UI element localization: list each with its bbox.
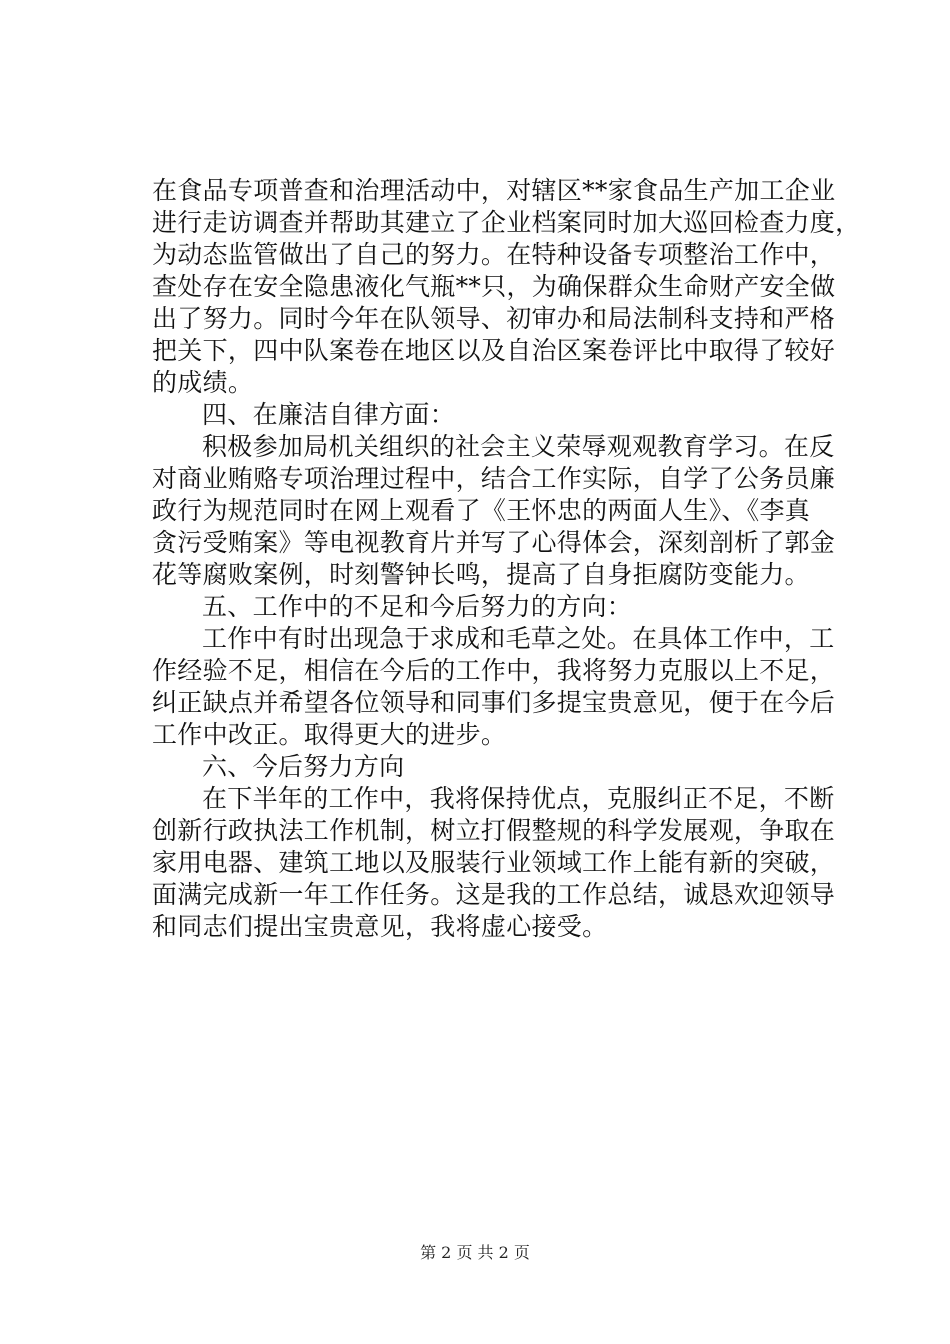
- text-line: 贪污受贿案》等电视教育片并写了心得体会，深刻剖析了郭金: [152, 528, 836, 557]
- text-line: 作经验不足，相信在今后的工作中，我将努力克服以上不足，: [152, 656, 836, 685]
- text-line: 对商业贿赂专项治理过程中，结合工作实际，自学了公务员廉: [152, 464, 836, 493]
- text-line: 把关下，四中队案卷在地区以及自治区案卷评比中取得了较好: [152, 336, 836, 365]
- text-line: 积极参加局机关组织的社会主义荣辱观观教育学习。在反: [202, 432, 835, 461]
- text-line: 为动态监管做出了自己的努力。在特种设备专项整治工作中，: [152, 240, 836, 269]
- text-line: 的成绩。: [152, 368, 254, 397]
- text-line: 创新行政执法工作机制，树立打假整规的科学发展观，争取在: [152, 816, 836, 845]
- text-line: 出了努力。同时今年在队领导、初审办和局法制科支持和严格: [152, 304, 836, 333]
- text-line: 纠正缺点并希望各位领导和同事们多提宝贵意见，便于在今后: [152, 688, 836, 717]
- section-heading-integrity: 四、在廉洁自律方面：: [202, 400, 456, 429]
- text-line: 家用电器、建筑工地以及服装行业领域工作上能有新的突破，: [152, 848, 836, 877]
- text-line: 花等腐败案例，时刻警钟长鸣，提高了自身拒腐防变能力。: [152, 560, 810, 589]
- text-line: 政行为规范同时在网上观看了《王怀忠的两面人生》、《李真: [152, 496, 811, 525]
- text-line: 工作中改正。取得更大的进步。: [152, 720, 507, 749]
- section-heading-shortcomings: 五、工作中的不足和今后努力的方向：: [202, 592, 633, 621]
- text-line: 在食品专项普查和治理活动中，对辖区**家食品生产加工企业: [152, 176, 836, 205]
- text-line: 工作中有时出现急于求成和毛草之处。在具体工作中，工: [202, 624, 835, 653]
- page-number-footer: 第 2 页 共 2 页: [420, 1243, 530, 1262]
- text-line: 和同志们提出宝贵意见，我将虚心接受。: [152, 912, 608, 941]
- text-line: 在下半年的工作中，我将保持优点，克服纠正不足，不断: [202, 784, 835, 813]
- section-heading-future-direction: 六、今后努力方向: [202, 752, 405, 781]
- text-line: 进行走访调查并帮助其建立了企业档案同时加大巡回检查力度，: [152, 208, 861, 237]
- text-line: 查处存在安全隐患液化气瓶**只，为确保群众生命财产安全做: [152, 272, 836, 301]
- text-line: 面满完成新一年工作任务。这是我的工作总结，诚恳欢迎领导: [152, 880, 836, 909]
- document-body: [152, 175, 861, 943]
